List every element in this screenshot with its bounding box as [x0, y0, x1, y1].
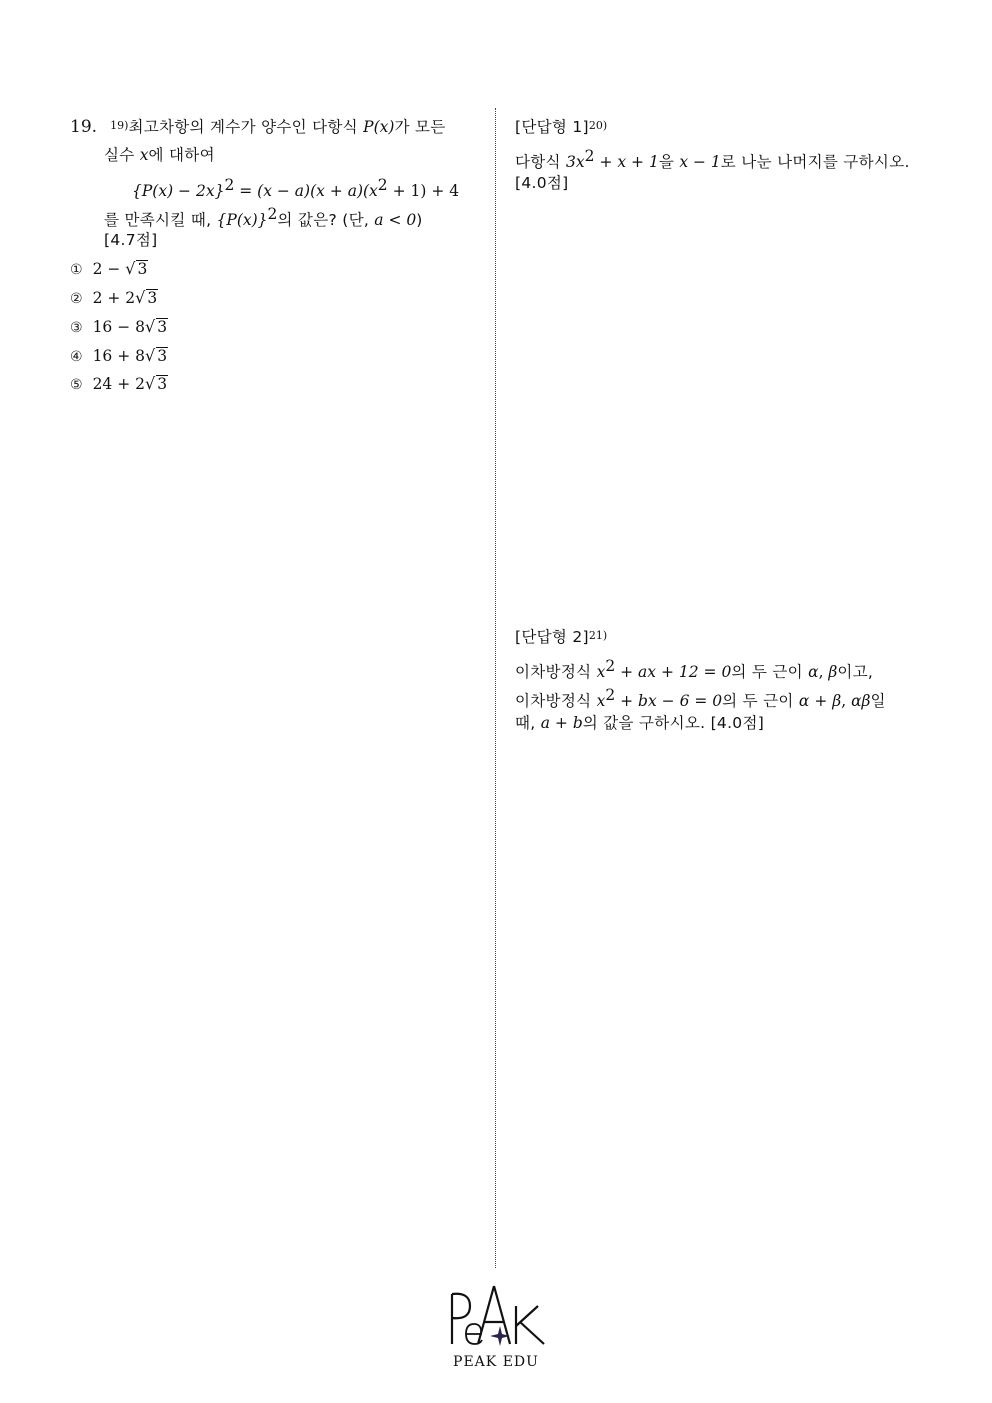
stem-text: 가 모든 — [394, 118, 446, 136]
math-alpha: α — [808, 663, 819, 681]
exponent: 2 — [267, 205, 278, 223]
section-header: [단답형 1] — [515, 118, 589, 136]
sqrt-icon: √ — [145, 346, 156, 365]
choice-4[interactable] — [70, 346, 168, 367]
radicand: 3 — [137, 260, 148, 278]
sqrt-icon: √ — [125, 259, 136, 278]
exponent: 2 — [224, 176, 235, 194]
sqrt-icon: √ — [145, 317, 156, 336]
sqrt-icon: √ — [145, 374, 156, 393]
stem-text: ) — [416, 211, 423, 229]
q19-line1 — [70, 116, 445, 137]
stem-text: 의 두 근이 — [722, 692, 799, 710]
choice-marker: ① — [70, 262, 83, 278]
q19-equation — [132, 175, 459, 201]
math-ab: a + b — [540, 714, 583, 732]
equation-rhs: = (x − a)(x + a)(x — [234, 182, 378, 200]
stem-text: 을 — [658, 153, 680, 171]
choice-3[interactable] — [70, 317, 168, 338]
stem-text: 최고차항의 계수가 양수인 다항식 — [128, 118, 364, 136]
stem-text: 의 두 근이 — [731, 663, 809, 681]
footnote-marker: 19) — [110, 119, 129, 132]
short1-line1 — [515, 146, 910, 172]
math-poly-tail: + x + 1 — [594, 153, 659, 171]
math-sum: α + β — [798, 692, 842, 710]
choice-marker: ③ — [70, 320, 83, 336]
q19-points — [104, 230, 158, 250]
stem-text: 실수 — [104, 146, 140, 164]
stem-text: 일 — [870, 692, 886, 710]
math-poly: 3x — [566, 153, 585, 171]
math-prod: αβ — [851, 692, 871, 710]
exponent: 2 — [605, 686, 616, 704]
choice-value: 24 + 2 — [92, 375, 145, 393]
stem-text: 때, — [515, 714, 541, 732]
radicand: 3 — [147, 289, 158, 307]
sqrt-icon: √ — [135, 288, 146, 307]
logo-label: PEAK EDU — [453, 1354, 539, 1370]
choice-value: 16 + 8 — [92, 347, 145, 365]
math-px: P(x) — [363, 118, 395, 136]
stem-text: 에 대하여 — [148, 146, 215, 164]
stem-text: 를 만족시킬 때, — [104, 211, 217, 229]
question-number: 19. — [70, 117, 98, 137]
stem-text: 로 나눈 나머지를 구하시오. — [720, 153, 910, 171]
choice-value: 2 − — [92, 260, 126, 278]
stem-text: 이차방정식 — [515, 692, 597, 710]
choice-5[interactable] — [70, 374, 168, 395]
math-eq1-tail: + ax + 12 = 0 — [615, 663, 732, 681]
equation-lhs: {P(x) − 2x} — [132, 182, 225, 200]
choice-marker: ⑤ — [70, 377, 83, 393]
choice-value: 16 − 8 — [92, 318, 145, 336]
choice-marker: ④ — [70, 349, 83, 365]
math-beta: β — [828, 663, 838, 681]
exponent: 2 — [605, 657, 616, 675]
stem-text: 의 값은? (단, — [277, 211, 375, 229]
choice-2[interactable] — [70, 288, 158, 309]
stem-text: 의 값을 구하시오. [4.0점] — [582, 714, 765, 732]
math-divisor: x − 1 — [679, 153, 721, 171]
math-condition: a < 0 — [374, 211, 417, 229]
math-x: x — [139, 146, 149, 164]
short2-line1 — [515, 656, 873, 682]
math-target: {P(x)} — [216, 211, 268, 229]
exponent: 2 — [377, 176, 388, 194]
radicand: 3 — [157, 347, 168, 365]
short2-header — [515, 626, 607, 647]
choice-marker: ② — [70, 291, 83, 307]
radicand: 3 — [157, 318, 168, 336]
exponent: 2 — [584, 147, 595, 165]
math-eq2: x — [596, 692, 606, 710]
q19-line2 — [104, 145, 215, 165]
choice-1[interactable] — [70, 259, 148, 280]
equation-tail: + 1) + 4 — [387, 182, 460, 200]
points-label: [4.0점] — [515, 174, 569, 192]
stem-text: 다항식 — [515, 153, 567, 171]
comma: , — [841, 692, 852, 710]
radicand: 3 — [157, 375, 168, 393]
choice-value: 2 + 2 — [92, 289, 136, 307]
stem-text: 이차방정식 — [515, 663, 597, 681]
short2-line2 — [515, 685, 886, 711]
q19-line3 — [104, 204, 423, 230]
short1-header — [515, 116, 607, 137]
footnote-marker: 20) — [588, 119, 608, 132]
short1-points — [515, 173, 569, 193]
footnote-marker: 21) — [588, 629, 608, 642]
math-eq2-tail: + bx − 6 = 0 — [615, 692, 723, 710]
column-divider — [495, 108, 496, 1268]
math-eq1: x — [596, 663, 606, 681]
section-header: [단답형 2] — [515, 628, 589, 646]
comma: , — [818, 663, 829, 681]
short2-line3 — [515, 713, 764, 733]
points-label: [4.7점] — [104, 231, 158, 249]
stem-text: 이고, — [837, 663, 874, 681]
